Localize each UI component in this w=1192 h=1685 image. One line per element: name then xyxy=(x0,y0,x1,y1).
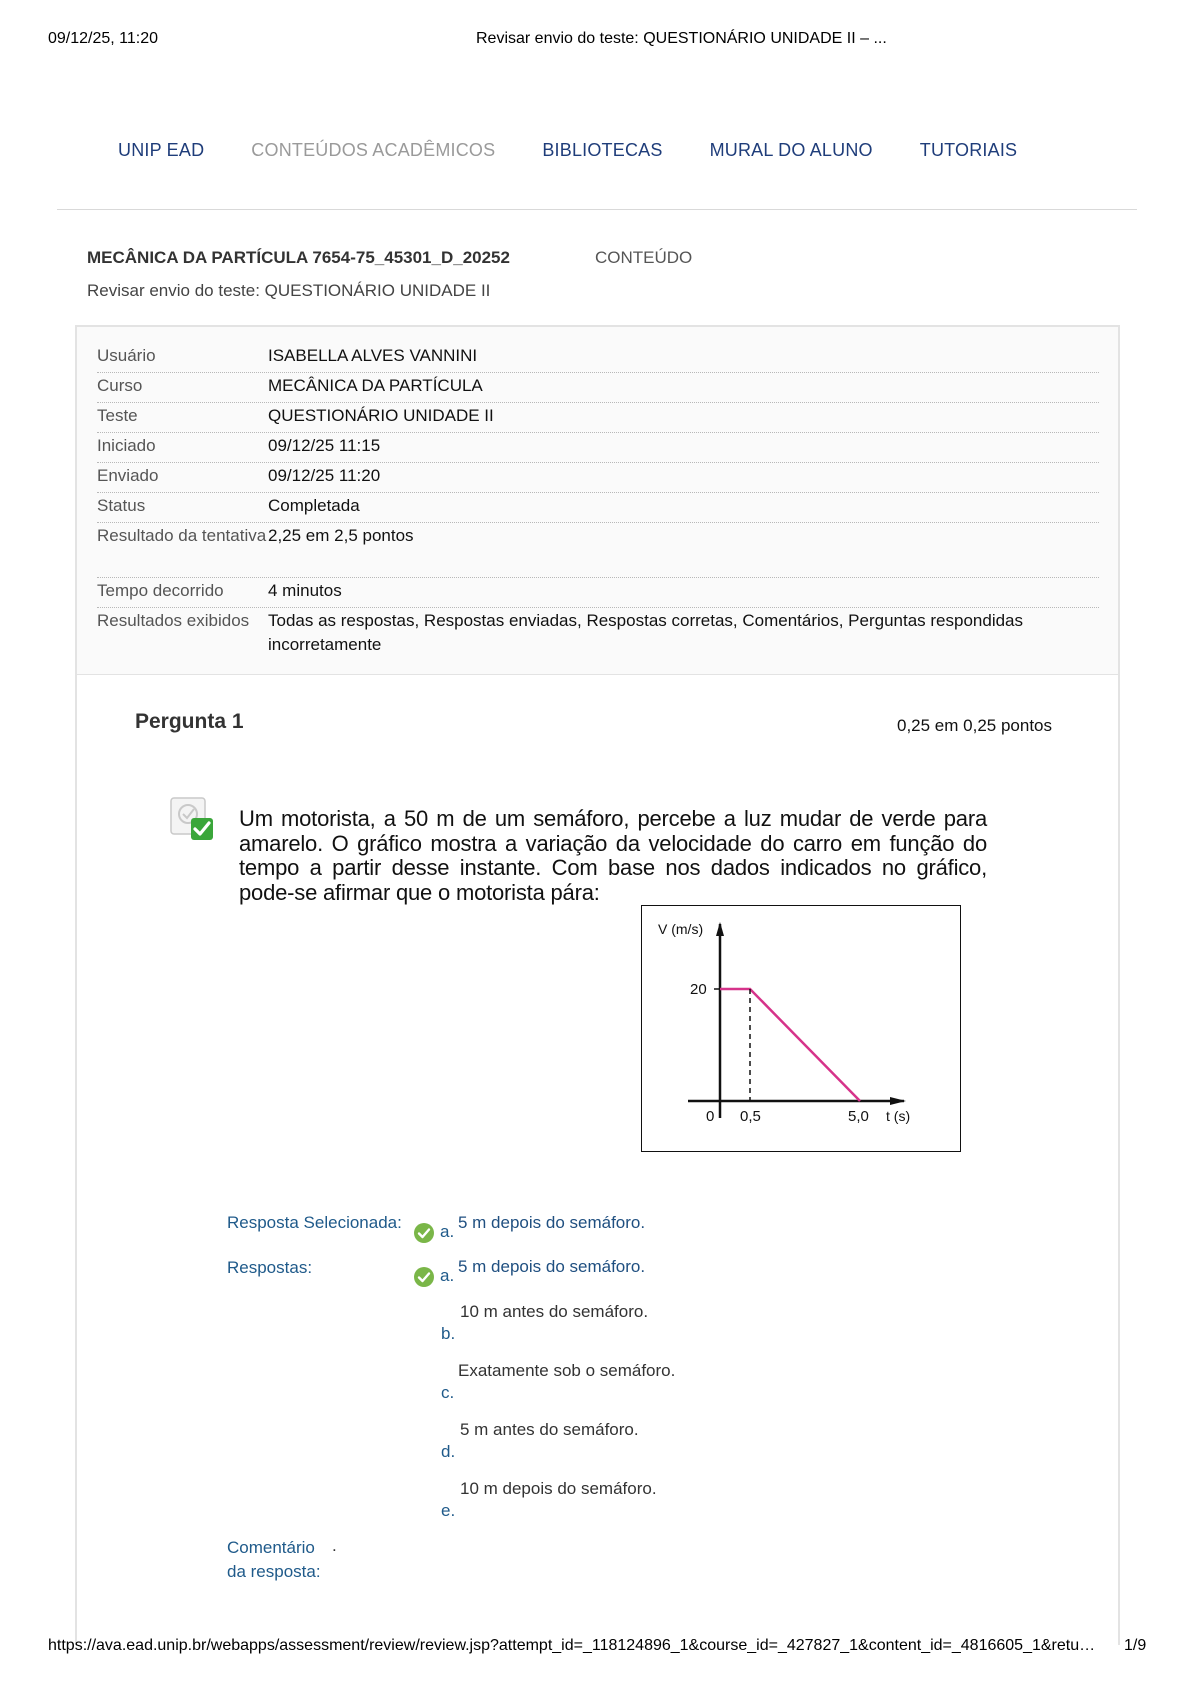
question-correct-icon xyxy=(170,797,216,843)
answer-option-letter: d. xyxy=(441,1442,456,1461)
selected-answer-label: Resposta Selecionada: xyxy=(227,1213,402,1232)
answer-option-text: 5 m depois do semáforo. xyxy=(458,1257,646,1276)
print-url: https://ava.ead.unip.br/webapps/assessment/review/review.jsp?attempt_id=_118124896_1&course_id=_427827_1&content_id=_4816605_1&retu… xyxy=(48,1637,1096,1654)
summary-label: Usuário xyxy=(97,346,156,365)
summary-label: Curso xyxy=(97,376,143,395)
selected-answer-text: 5 m depois do semáforo. xyxy=(458,1213,646,1232)
summary-label: Enviado xyxy=(97,466,159,485)
answer-option-letter: b. xyxy=(441,1324,456,1343)
print-datetime: 09/12/25, 11:20 xyxy=(48,30,159,47)
attempt-summary xyxy=(77,327,1118,675)
summary-value: 09/12/25 11:20 xyxy=(268,466,381,485)
y-axis-arrow-icon xyxy=(716,922,724,936)
x-tick-label: 0 xyxy=(706,1108,715,1125)
summary-value: 4 minutos xyxy=(268,581,342,600)
summary-value: Completada xyxy=(268,496,360,515)
velocity-series-line xyxy=(720,989,860,1101)
summary-value: ISABELLA ALVES VANNINI xyxy=(268,346,478,365)
summary-value: 09/12/25 11:15 xyxy=(268,436,381,455)
x-tick-label: 5,0 xyxy=(848,1108,869,1125)
print-page-number: 1/9 xyxy=(1124,1637,1147,1654)
nav-mural-do-aluno[interactable]: MURAL DO ALUNO xyxy=(709,140,873,160)
x-axis-arrow-icon xyxy=(890,1097,906,1105)
answer-comment-value: . xyxy=(332,1536,337,1555)
summary-row xyxy=(97,609,1099,661)
summary-value: Todas as respostas, Respostas enviadas, Respostas corretas, Comentários, Perguntas respondidas incorretamente xyxy=(268,611,1024,654)
chart-svg xyxy=(642,906,960,1150)
nav-conteudos-academicos[interactable]: CONTEÚDOS ACADÊMICOS xyxy=(251,140,496,160)
print-page-title: Revisar envio do teste: QUESTIONÁRIO UNIDADE II – ... xyxy=(476,30,887,47)
review-panel xyxy=(75,325,1120,1645)
y-axis-label: V (m/s) xyxy=(658,921,704,937)
summary-row xyxy=(97,374,1099,403)
question-text: Um motorista, a 50 m de um semáforo, percebe a luz mudar de verde para amarelo. O gráfico mostra a variação da velocidade do carro em função do tempo a partir desse instante. Com base nos dados indicados no gráfico, pode-se afirmar que o motorista pára: xyxy=(239,806,987,905)
summary-row xyxy=(97,464,1099,493)
correct-check-icon xyxy=(414,1267,434,1287)
print-footer xyxy=(0,1637,1192,1659)
answer-option-text: 5 m antes do semáforo. xyxy=(460,1420,639,1439)
summary-value: 2,25 em 2,5 pontos xyxy=(268,526,414,545)
answer-option-letter: a. xyxy=(440,1266,455,1285)
nav-tutoriais[interactable]: TUTORIAIS xyxy=(919,140,1018,160)
summary-row xyxy=(97,404,1099,433)
velocity-time-graph xyxy=(641,905,961,1152)
summary-label: Resultado da tentativa xyxy=(97,526,267,545)
x-axis-label: t (s) xyxy=(886,1108,911,1124)
summary-row xyxy=(97,344,1099,373)
summary-row xyxy=(97,579,1099,608)
summary-row xyxy=(97,524,1099,578)
answer-option-letter: e. xyxy=(441,1501,456,1520)
answer-option-letter: c. xyxy=(441,1383,455,1402)
summary-label: Status xyxy=(97,496,146,515)
page-title: Revisar envio do teste: QUESTIONÁRIO UNIDADE II xyxy=(87,281,491,300)
summary-label: Tempo decorrido xyxy=(97,581,224,600)
print-header xyxy=(0,30,1192,52)
answer-option-text: Exatamente sob o semáforo. xyxy=(458,1361,676,1380)
nav-bibliotecas[interactable]: BIBLIOTECAS xyxy=(542,140,663,160)
question-points: 0,25 em 0,25 pontos xyxy=(897,716,1053,735)
answers-label: Respostas: xyxy=(227,1258,313,1277)
y-tick-label: 20 xyxy=(690,981,707,998)
summary-label: Iniciado xyxy=(97,436,156,455)
summary-label: Resultados exibidos xyxy=(97,611,250,630)
answer-comment-label: Comentário da resposta: xyxy=(227,1538,321,1581)
summary-row xyxy=(97,494,1099,523)
summary-label: Teste xyxy=(97,406,138,425)
course-title[interactable]: MECÂNICA DA PARTÍCULA 7654-75_45301_D_20252 xyxy=(87,248,510,267)
nav-unip-ead[interactable]: UNIP EAD xyxy=(118,140,205,160)
answer-option-text: 10 m antes do semáforo. xyxy=(460,1302,649,1321)
top-navigation xyxy=(118,140,1064,161)
answer-option-text: 10 m depois do semáforo. xyxy=(460,1479,657,1498)
nav-divider xyxy=(57,209,1137,210)
x-tick-label: 0,5 xyxy=(740,1108,761,1125)
question-title: Pergunta 1 xyxy=(135,710,244,733)
selected-answer-letter: a. xyxy=(440,1222,455,1241)
summary-value: MECÂNICA DA PARTÍCULA xyxy=(268,376,483,395)
summary-value: QUESTIONÁRIO UNIDADE II xyxy=(268,406,494,425)
breadcrumb-content-link[interactable]: CONTEÚDO xyxy=(595,248,693,267)
summary-row xyxy=(97,434,1099,463)
correct-check-icon xyxy=(414,1223,434,1243)
